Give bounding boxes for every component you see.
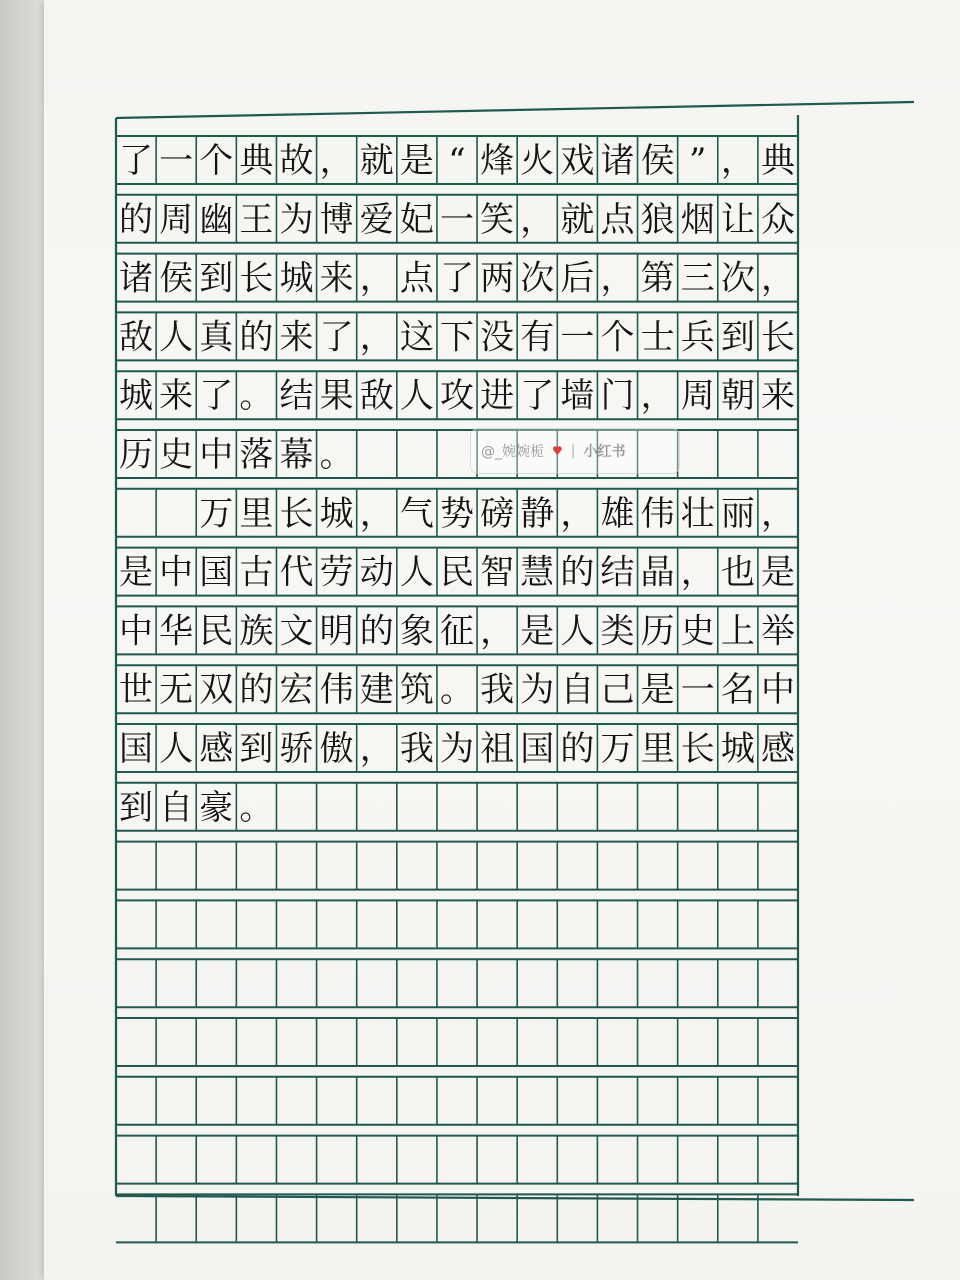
handwritten-char: 。 [239, 787, 274, 828]
handwritten-char: 是 [119, 552, 154, 593]
handwritten-char: 敌 [359, 376, 394, 417]
handwritten-char: 士 [640, 317, 675, 358]
handwritten-char: ， [600, 258, 635, 299]
handwritten-char: 静 [520, 493, 555, 534]
handwritten-char: 文 [279, 611, 314, 652]
handwritten-char: 智 [480, 552, 515, 593]
handwritten-char: 长 [279, 493, 314, 534]
handwritten-char: 人 [560, 611, 595, 652]
handwritten-char: ” [689, 141, 707, 181]
handwritten-char: 下 [440, 317, 474, 358]
handwritten-char: 点 [399, 258, 434, 299]
handwritten-char: ， [520, 199, 555, 240]
handwritten-char: 民 [199, 611, 234, 652]
grid-row [116, 783, 798, 831]
handwritten-char: 是 [640, 670, 675, 711]
handwritten-char: 中 [199, 435, 234, 475]
grid-row [116, 959, 798, 1007]
handwritten-char: 个 [600, 317, 635, 358]
handwritten-char: 宏 [279, 670, 314, 711]
handwritten-char: 了 [520, 376, 555, 417]
handwritten-char: 筑 [399, 670, 434, 711]
handwritten-char: 气 [399, 493, 434, 534]
handwritten-char: 。 [239, 376, 274, 417]
handwritten-char: 侯 [640, 141, 675, 181]
handwritten-char: 了 [119, 141, 154, 181]
handwritten-char: 丽 [720, 493, 755, 534]
handwritten-char: 城 [720, 729, 755, 769]
handwritten-char: 劳 [319, 552, 354, 593]
handwritten-char: 人 [399, 552, 434, 593]
handwritten-char: 我 [480, 670, 515, 711]
handwritten-char: 火 [520, 141, 555, 181]
handwritten-char: 为 [279, 199, 314, 240]
handwritten-char: 一 [680, 670, 715, 711]
handwritten-char: 诸 [600, 141, 635, 181]
handwritten-char: 到 [119, 787, 154, 828]
handwritten-char: 史 [159, 435, 194, 475]
handwritten-char: 墙 [560, 376, 595, 417]
handwritten-char: 祖 [480, 729, 515, 769]
handwritten-char: 里 [239, 493, 274, 534]
handwritten-char: ， [359, 317, 394, 358]
handwritten-char: 攻 [440, 376, 474, 417]
handwritten-char: 华 [159, 611, 194, 652]
handwritten-char: 也 [720, 552, 755, 593]
handwritten-char: 就 [560, 199, 595, 240]
handwritten-char: 到 [720, 317, 755, 358]
handwritten-char: 城 [279, 258, 314, 299]
grid-row [116, 1194, 798, 1242]
grid-row [116, 548, 798, 596]
handwritten-char: 伟 [319, 670, 354, 711]
handwritten-char: 周 [159, 199, 194, 240]
handwritten-char: 幽 [199, 199, 234, 240]
handwritten-char: ， [760, 493, 795, 534]
handwritten-char: 的 [359, 611, 394, 652]
handwritten-char: 典 [239, 141, 274, 181]
grid-row [116, 842, 798, 890]
handwritten-char: ， [319, 141, 354, 181]
handwritten-char: 上 [720, 611, 755, 652]
handwritten-char: 王 [239, 199, 274, 240]
handwritten-char: 第 [640, 258, 675, 299]
handwritten-char: 感 [760, 729, 795, 769]
handwritten-char: 建 [359, 670, 394, 711]
handwritten-char: 城 [319, 493, 354, 534]
handwritten-char: 中 [119, 611, 154, 652]
grid-row [116, 1018, 798, 1066]
handwritten-char: 代 [279, 552, 314, 593]
handwritten-char: 众 [760, 199, 795, 240]
handwritten-char: 。 [440, 670, 474, 711]
handwritten-char: 动 [359, 552, 394, 593]
handwritten-char: 周 [680, 376, 715, 417]
handwritten-char: 笑 [480, 199, 515, 240]
handwritten-char: 后 [560, 258, 595, 299]
handwritten-char: 人 [159, 729, 194, 769]
grid-row [116, 312, 798, 360]
handwritten-char: 的 [119, 199, 154, 240]
handwritten-char: 城 [119, 376, 154, 417]
watermark-brand: 小红书 [583, 444, 626, 460]
handwritten-char: 是 [760, 552, 795, 593]
grid-row [116, 900, 798, 948]
handwritten-char: 伟 [640, 493, 675, 534]
grid-row [116, 724, 798, 772]
handwritten-char: 次 [520, 258, 555, 299]
handwritten-char: 结 [279, 376, 314, 417]
handwritten-char: 势 [440, 493, 474, 534]
handwritten-char: 族 [239, 611, 274, 652]
handwritten-char: 果 [319, 376, 354, 417]
handwritten-char: 是 [520, 611, 555, 652]
handwritten-char: 一 [440, 199, 474, 240]
handwritten-char: 一 [560, 317, 595, 358]
handwritten-char: 人 [399, 376, 434, 417]
handwritten-char: 这 [399, 317, 434, 358]
handwritten-char: 无 [159, 670, 194, 711]
handwritten-char: 磅 [480, 493, 515, 534]
handwritten-char: 到 [199, 258, 234, 299]
handwritten-char: 名 [720, 670, 755, 711]
handwritten-char: 史 [680, 611, 715, 652]
handwritten-char: 世 [119, 670, 154, 711]
handwritten-char: 侯 [159, 258, 194, 299]
handwritten-char: ， [720, 141, 755, 181]
handwritten-char: 国 [199, 552, 234, 593]
handwritten-char: 国 [119, 729, 154, 769]
handwritten-char: 感 [199, 729, 234, 769]
handwritten-char: 历 [640, 611, 675, 652]
handwritten-char: 博 [319, 199, 354, 240]
handwritten-char: 的 [239, 670, 274, 711]
handwritten-char: 长 [239, 258, 274, 299]
handwritten-char: 诸 [119, 258, 154, 299]
handwritten-char: 雄 [600, 493, 635, 534]
handwritten-char: 来 [319, 258, 354, 299]
handwritten-char: 来 [279, 317, 314, 358]
grid-row [116, 430, 798, 478]
handwritten-char: 两 [480, 258, 515, 299]
handwritten-char: ， [359, 729, 394, 769]
handwritten-char: 进 [480, 376, 515, 417]
handwritten-char: 里 [640, 729, 675, 769]
handwritten-char: 典 [760, 141, 795, 181]
handwritten-char: 妃 [399, 199, 434, 240]
handwritten-char: 点 [600, 199, 635, 240]
handwritten-char: 的 [239, 317, 274, 358]
handwritten-char: 古 [239, 552, 274, 593]
handwritten-char: 落 [239, 435, 274, 475]
handwritten-char: 我 [399, 729, 434, 769]
handwritten-char: 来 [159, 376, 194, 417]
grid-row [116, 371, 798, 419]
handwritten-char: “ [448, 141, 466, 181]
handwritten-char: 长 [760, 317, 795, 358]
handwritten-char: 狼 [640, 199, 675, 240]
grid-row [116, 1077, 798, 1125]
handwritten-char: 骄 [279, 729, 314, 769]
handwritten-char: 象 [399, 611, 434, 652]
handwritten-char: 门 [600, 376, 635, 417]
handwritten-char: 三 [680, 258, 715, 299]
handwritten-char: 戏 [560, 141, 595, 181]
handwritten-char: 傲 [319, 729, 354, 769]
handwritten-char: 敌 [119, 317, 154, 358]
handwritten-char: 自 [159, 787, 194, 828]
handwritten-char: ， [359, 493, 394, 534]
handwritten-char: ， [680, 552, 715, 593]
handwritten-char: 故 [279, 141, 314, 181]
grid-row [116, 1136, 798, 1184]
handwritten-char: 是 [399, 141, 434, 181]
handwritten-char: 为 [520, 670, 555, 711]
handwritten-char: 让 [720, 199, 755, 240]
handwritten-char: 兵 [680, 317, 715, 358]
handwritten-char: 次 [720, 258, 755, 299]
handwritten-char: 爱 [359, 199, 394, 240]
grid-row [116, 254, 798, 302]
handwritten-char: 万 [199, 493, 234, 534]
handwritten-char: 来 [760, 376, 795, 417]
handwritten-char: 慧 [520, 552, 555, 593]
handwritten-char: 国 [520, 729, 555, 769]
watermark [470, 428, 680, 474]
handwritten-char: 历 [119, 435, 154, 475]
handwritten-char: 个 [199, 141, 234, 181]
grid-row [116, 195, 798, 243]
handwritten-char: ， [760, 258, 795, 299]
handwritten-char: 有 [520, 317, 555, 358]
handwritten-char: 为 [440, 729, 474, 769]
handwritten-char: 征 [440, 611, 474, 652]
handwritten-char: 。 [319, 435, 354, 475]
handwritten-char: 的 [560, 552, 595, 593]
handwritten-char: 万 [600, 729, 635, 769]
handwritten-char: 中 [760, 670, 795, 711]
handwritten-char: ， [359, 258, 394, 299]
handwritten-char: 幕 [279, 435, 314, 475]
handwritten-char: 没 [480, 317, 515, 358]
handwritten-char: 真 [199, 317, 234, 358]
handwritten-char: 双 [199, 670, 234, 711]
handwritten-char: 烟 [680, 199, 715, 240]
handwritten-char: 己 [600, 670, 635, 711]
handwritten-char: 了 [199, 376, 234, 417]
handwritten-char: 民 [440, 552, 474, 593]
handwritten-char: 烽 [480, 141, 515, 181]
handwritten-char: ， [480, 611, 515, 652]
handwritten-char: 明 [319, 611, 354, 652]
handwritten-char: 到 [239, 729, 274, 769]
handwritten-char: 就 [359, 141, 394, 181]
handwritten-char: ， [640, 376, 675, 417]
handwritten-char: 了 [440, 258, 474, 299]
handwritten-char: 豪 [199, 787, 234, 828]
handwritten-char: 举 [760, 611, 795, 652]
grid-row [116, 665, 798, 713]
handwritten-char: 一 [159, 141, 194, 181]
handwritten-char: 中 [159, 552, 194, 593]
handwritten-char: 壮 [680, 493, 715, 534]
handwritten-char: 朝 [720, 376, 755, 417]
watermark-user: @_婉婉栀 [481, 444, 544, 460]
handwritten-char: 长 [680, 729, 715, 769]
grid-row [116, 136, 798, 184]
grid-row [116, 606, 798, 654]
handwritten-char: 人 [159, 317, 194, 358]
handwritten-char: 类 [600, 611, 635, 652]
handwritten-char: 自 [560, 670, 595, 711]
watermark-separator: | [570, 443, 576, 459]
grid-row [116, 489, 798, 537]
handwritten-char: ， [560, 493, 595, 534]
handwritten-char: 了 [319, 317, 354, 358]
heart-icon: ♥ [552, 444, 563, 458]
handwritten-char: 结 [600, 552, 635, 593]
handwritten-char: 的 [560, 729, 595, 769]
handwritten-char: 晶 [640, 552, 675, 593]
